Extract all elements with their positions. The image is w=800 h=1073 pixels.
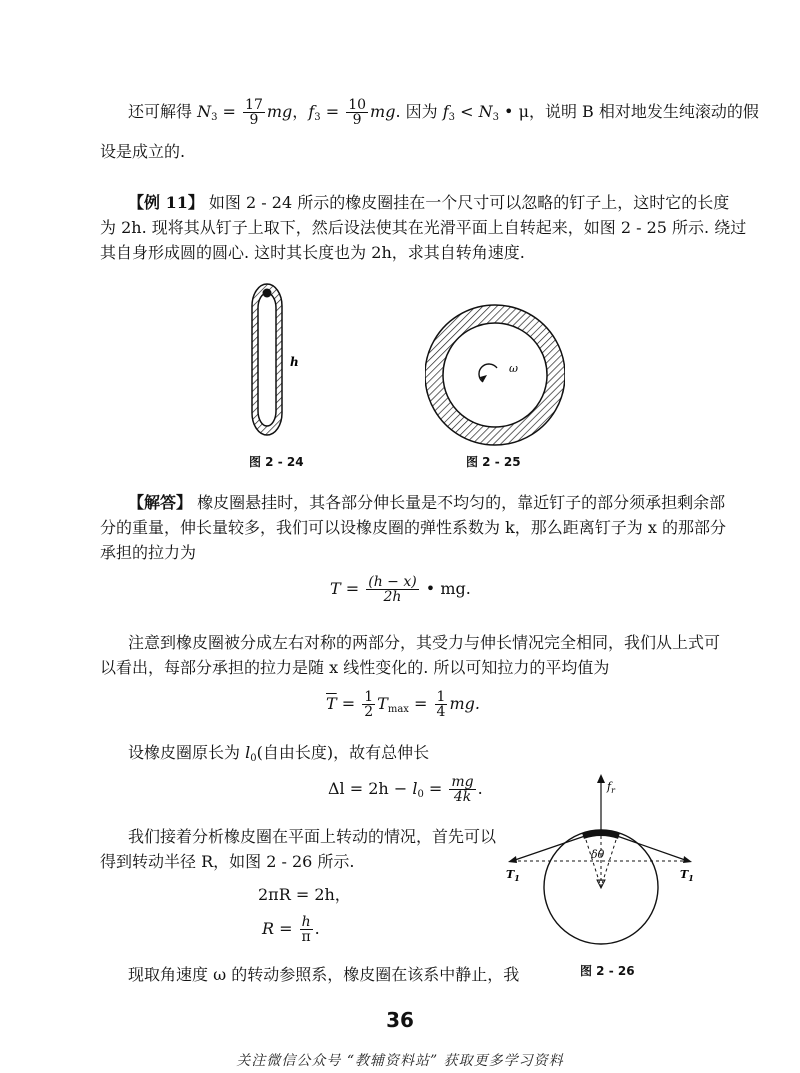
answer-line3: 承担的拉力为 [100,543,197,562]
page-number: 36 [386,1008,414,1032]
equation-extension: $\Delta l = 2h - l_0$ = $\frac{mg}{4k}$ . [328,774,483,805]
figure-2-24 [238,278,318,448]
nail-dot [263,289,272,298]
fig26-label-t1-left: $T_1$ [506,868,520,883]
answer-line1: 【解答】 橡皮圈悬挂时，其各部分伸长量是不均匀的，靠近钉子的部分须承担剩余部 [128,493,726,512]
figure-2-25 [425,300,565,450]
fig25-caption: 图 2 - 25 [466,455,521,469]
para4-line1: 我们接着分析橡皮圈在平面上转动的情况，首先可以 [128,827,497,846]
fig26-label-fr: $f_r$ [607,780,615,795]
para5-line1: 现取角速度 ω 的转动参照系，橡皮圈在该系中静止，我 [128,965,520,984]
equation-radius: R = $\frac{h}{\pi}$ . [262,914,320,945]
equation-average-tension: $\overline{T}$ = $\frac{1}{2}$ $T_{max}$ = $\frac{1}{4}$ mg. [326,689,480,720]
example-line2: 为 2h. 现将其从钉子上取下，然后设法使其在光滑平面上自转起来，如图 2 - 25 所示. 绕过 [100,218,747,237]
example-line3: 其自身形成圆的圆心. 这时其长度也为 2h，求其自转角速度. [100,243,525,262]
para2-line1: 注意到橡皮圈被分成左右对称的两部分，其受力与伸长情况完全相同，我们从上式可 [128,633,721,652]
figure-2-26 [500,770,710,960]
fig26-caption: 图 2 - 26 [580,964,635,978]
para2-line2: 以看出，每部分承担的拉力是随 x 线性变化的. 所以可知拉力的平均值为 [100,658,610,677]
answer-tag: 【解答】 [128,493,193,512]
fig24-label-h: h [290,355,299,369]
para1-line2: 设是成立的. [100,142,186,161]
fig26-label-dtheta: δθ [591,848,605,861]
fig24-caption: 图 2 - 24 [249,455,304,469]
footer-note: 关注微信公众号 “教辅资料站” 获取更多学习资料 [236,1053,564,1069]
para3: 设橡皮圈原长为 $l_0$(自由长度)，故有总伸长 [128,743,430,764]
example-line1: 【例 11】 如图 2 - 24 所示的橡皮圈挂在一个尺寸可以忽略的钉子上，这时它的长度 [128,193,730,212]
para1-line1: 还可解得 $N_3$ = $\frac{17}{9}$ mg，$f_3$ = $\frac{10}{9}$ mg. 因为 $f_3 < N_3$ • μ，说明 B 相对地发生纯滚动的假 [128,97,759,128]
answer-line2: 分的重量，伸长量较多，我们可以设橡皮圈的弹性系数为 k，那么距离钉子为 x 的那部分 [100,518,726,537]
fig25-label-omega: ω [509,362,518,375]
para4-line2: 得到转动半径 R，如图 2 - 26 所示. [100,852,355,871]
equation-circumference: 2πR = 2h， [258,885,351,904]
fig26-label-t1-right: $T_1$ [680,868,694,883]
example-tag: 【例 11】 [128,193,204,212]
equation-tension: T = $\frac{(h - x)}{2h}$ • mg. [330,574,471,605]
